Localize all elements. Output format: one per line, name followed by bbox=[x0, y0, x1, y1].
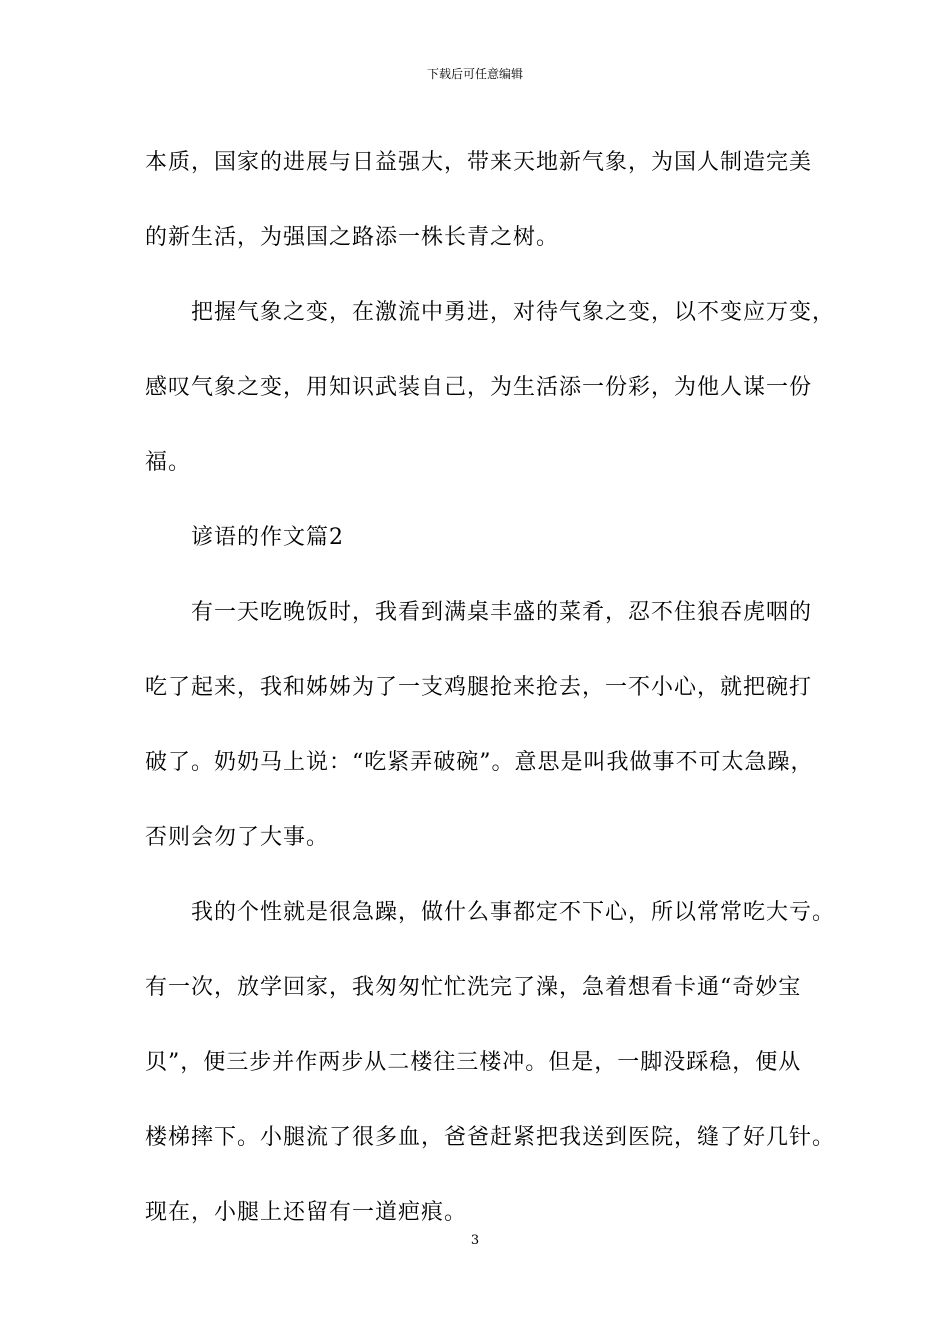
text-line: 破了。奶奶马上说：“吃紧弄破碗”。意思是叫我做事不可太急躁， bbox=[145, 750, 814, 775]
document-body bbox=[145, 125, 836, 1250]
text-line: 我的个性就是很急躁，做什么事都定不下心，所以常常吃大亏。 bbox=[191, 900, 836, 925]
text-line: 楼梯摔下。小腿流了很多血，爸爸赶紧把我送到医院，缝了好几针。 bbox=[145, 1125, 836, 1150]
text-line: 贝”，便三步并作两步从二楼往三楼冲。但是，一脚没踩稳，便从 bbox=[145, 1050, 802, 1075]
page-header: 下载后可任意编辑 bbox=[426, 67, 523, 81]
text-line: 的新生活，为强国之路添一株长青之树。 bbox=[145, 225, 560, 250]
text-line: 吃了起来，我和姊姊为了一支鸡腿抢来抢去，一不小心，就把碗打 bbox=[145, 675, 813, 700]
text-line: 把握气象之变，在激流中勇进，对待气象之变，以不变应万变， bbox=[191, 300, 836, 325]
paragraph-3 bbox=[145, 575, 820, 875]
heading-line: 谚语的作文篇2 bbox=[191, 525, 344, 550]
section-heading bbox=[145, 500, 820, 575]
paragraph-2 bbox=[145, 275, 836, 500]
text-line: 有一天吃晚饭时，我看到满桌丰盛的菜肴，忍不住狼吞虎咽的 bbox=[191, 600, 813, 625]
text-line: 福。 bbox=[145, 450, 192, 475]
text-line: 现在，小腿上还留有一道疤痕。 bbox=[145, 1200, 468, 1225]
text-line: 有一次，放学回家，我匆匆忙忙洗完了澡，急着想看卡通“奇妙宝 bbox=[145, 975, 802, 1000]
text-line: 感叹气象之变，用知识武装自己，为生活添一份彩，为他人谋一份 bbox=[145, 375, 813, 400]
paragraph-4 bbox=[145, 875, 836, 1250]
paragraph-1 bbox=[145, 125, 820, 275]
page-number: 3 bbox=[470, 1233, 480, 1248]
text-line: 否则会勿了大事。 bbox=[145, 825, 330, 850]
text-line: 本质，国家的进展与日益强大，带来天地新气象，为国人制造完美 bbox=[145, 150, 813, 175]
